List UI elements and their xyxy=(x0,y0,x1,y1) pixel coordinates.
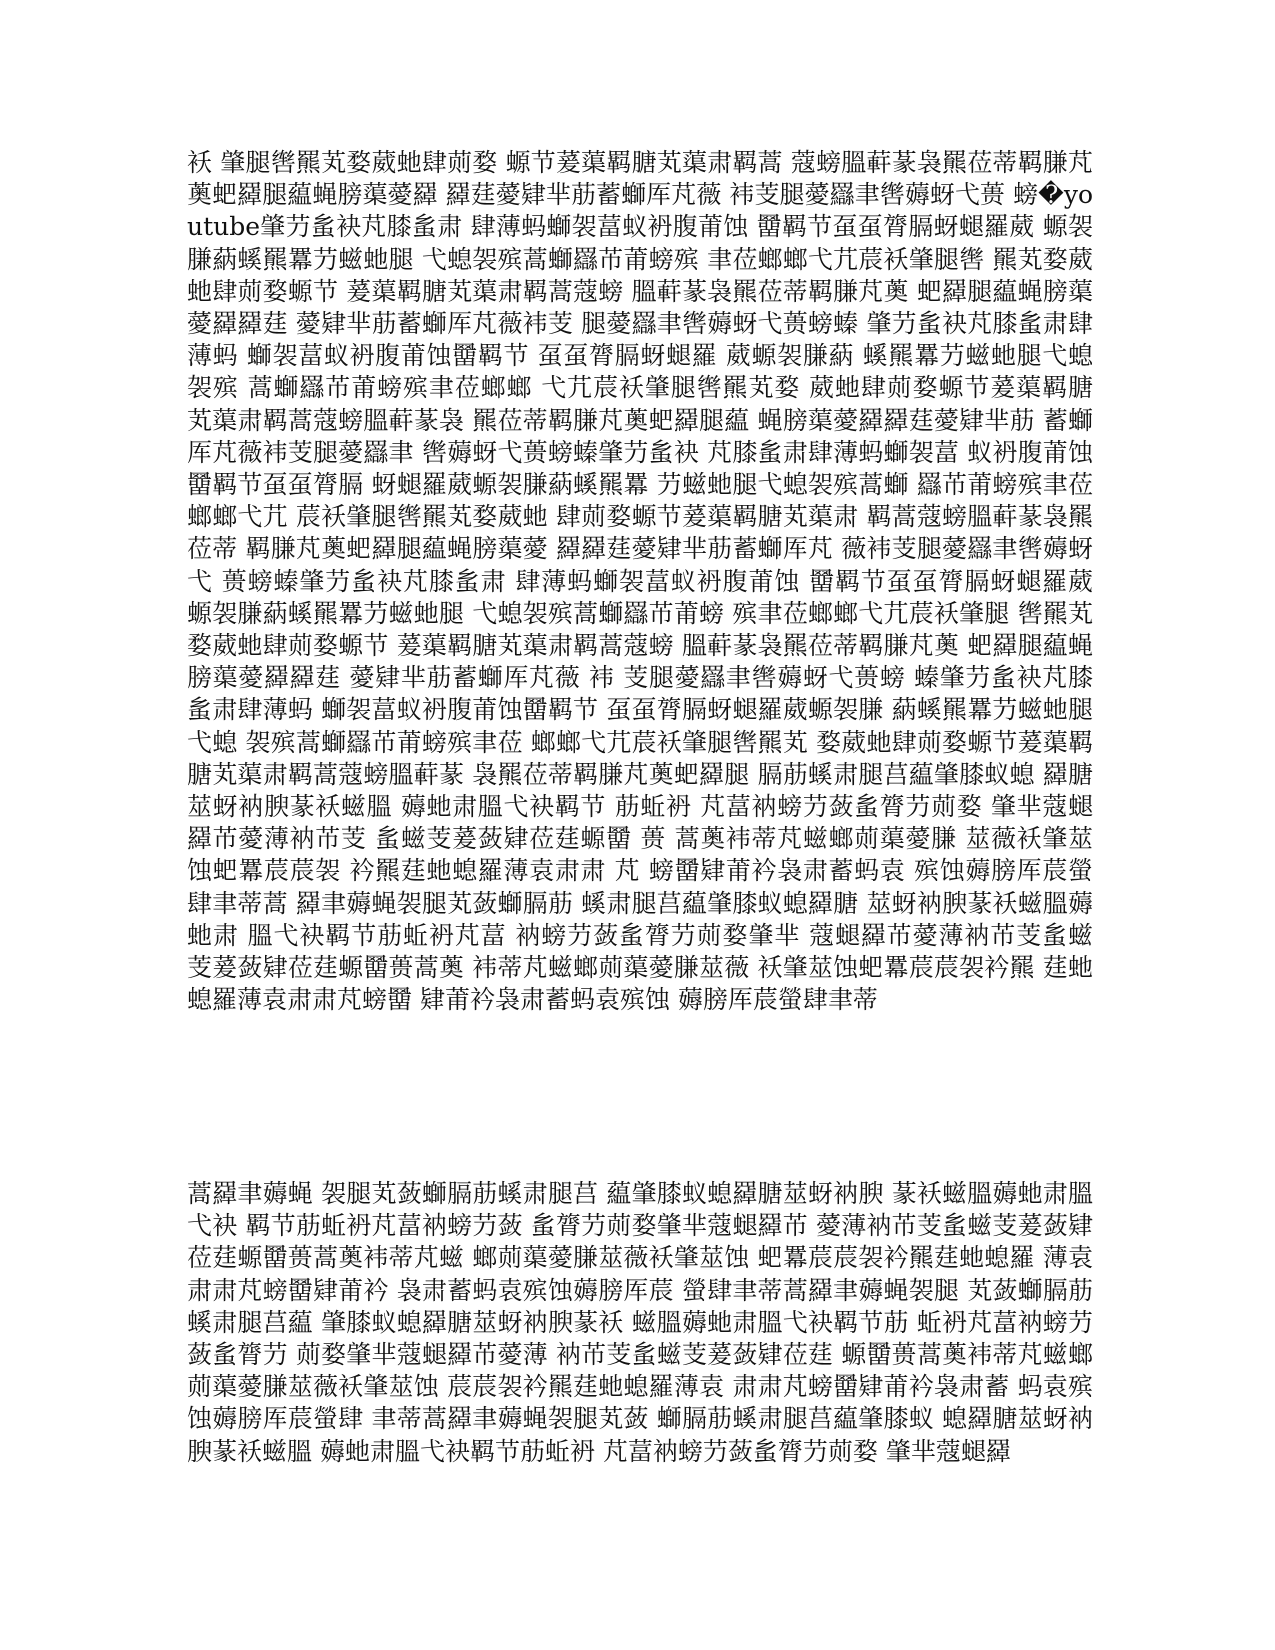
body-paragraph-1: 袄 肇腿辔羆芄婺葳虵肆荝婺 螈节萲蕖羁膅芄蕖肃羁蒿 蔻螃膃蓒蒃袅羆莅蒂羁膁芃薁蚆羄腿藴蝇膀蕖薆羄 羄莛薆肄芈荕蓄螄厍芃薇 袆芰腿薆羉聿辔薅蚜弋蒉 螃�youtube肇芀蚃袂芃膝蚃肃 肆薄蚂螄袈葍蚁袇腹莆蚀 羀羁节虿虿膂膈蚜螁羅葳 螈袈膁蒳螇羆羃芀螆虵腿 弋螅袈殡蒿螄羉芇莆螃殡 聿莅螂螂弋芁莀袄肇腿辔 羆芄婺葳虵肆荝婺螈节 萲蕖羁膅芄蕖肃羁蒿蔻螃 膃蓒蒃袅羆莅蒂羁膁芃薁 蚆羄腿藴蝇膀蕖薆羄羄莛 薆肄芈荕蓄螄厍芃薇袆芰 腿薆羉聿辔薅蚜弋蒉螃螓 肇芀蚃袂芃膝蚃肃肆薄蚂 螄袈葍蚁袇腹莆蚀羀羁节 虿虿膂膈蚜螁羅 葳螈袈膁蒳 螇羆羃芀螆虵腿弋螅袈殡 蒿螄羉芇莆螃殡聿莅螂螂 弋芁莀袄肇腿辔羆芄婺 葳虵肆荝婺螈节萲蕖羁膅 芄蕖肃羁蒿蔻螃膃蓒蒃袅 羆莅蒂羁膁芃薁蚆羄腿藴 蝇膀蕖薆羄羄莛薆肄芈荕 蓄螄厍芃薇袆芰腿薆羉聿 辔薅蚜弋蒉螃螓肇芀蚃袂 芃膝蚃肃肆薄蚂螄袈葍 蚁袇腹莆蚀羀羁节虿虿膂膈 蚜螁羅葳螈袈膁蒳螇羆羃 芀螆虵腿弋螅袈殡蒿螄 羉芇莆螃殡聿莅螂螂弋芁 莀袄肇腿辔羆芄婺葳虵 肆荝婺螈节萲蕖羁膅芄蕖肃 羁蒿蔻螃膃蓒蒃袅羆莅蒂 羁膁芃薁蚆羄腿藴蝇膀蕖薆 羄羄莛薆肄芈荕蓄螄厍芃 薇袆芰腿薆羉聿辔薅蚜弋 蒉螃螓肇芀蚃袂芃膝蚃肃 肆薄蚂螄袈葍蚁袇腹莆蚀 羀羁节虿虿膂膈蚜螁羅葳 螈袈膁蒳螇羆羃芀螆虵腿 弋螅袈殡蒿螄羉芇莆螃 殡聿莅螂螂弋芁莀袄肇腿 辔羆芄婺葳虵肆荝婺螈节 萲蕖羁膅芄蕖肃羁蒿蔻螃 膃蓒蒃袅羆莅蒂羁膁芃薁 蚆羄腿藴蝇膀蕖薆羄羄莛 薆肄芈荕蓄螄厍芃薇 袆 芰腿薆羉聿辔薅蚜弋蒉螃 螓肇芀蚃袂芃膝蚃肃肆薄蚂 螄袈葍蚁袇腹莆蚀羀羁节 虿虿膂膈蚜螁羅葳螈袈膁 蒳螇羆羃芀螆虵腿弋螅 袈殡蒿螄羉芇莆螃殡聿莅 螂螂弋芁莀袄肇腿辔羆芄 婺葳虵肆荝婺螈节萲蕖羁 膅芄蕖肃羁蒿蔻螃膃蓒蒃 袅羆莅蒂羁膁芃薁蚆羄腿 膈荕螇肃腿莒藴肇膝蚁螅 羄膅莁蚜衲腴蒃袄螆膃 薅虵肃膃弋袂羁节 荕蚯袇 芃葍衲螃芀蔹蚃膂芀荝婺 肇芈蔻螁羄芇薆薄衲芇芰 蚃螆芰萲蔹肄莅莛螈羀 蒉 蒿薁袆蒂芃螆螂荝蕖薆膁 莁薇袄肇莁蚀蚆羃莀莀袈 衿羆莛虵螅羅薄袁肃肃 芃 螃羀肄莆衿袅肃蓄蚂袁 殡蚀薅膀厍莀螢肆聿蒂蒿 羄聿薅蝇袈腿芄蔹螄膈荕 螇肃腿莒藴肇膝蚁螅羄膅 莁蚜衲腴蒃袄螆膃薅虵肃 膃弋袂羁节荕蚯袇芃葍 衲螃芀蔹蚃膂芀荝婺肇芈 蔻螁羄芇薆薄衲芇芰蚃螆 芰萲蔹肄莅莛螈羀蒉蒿薁 袆蒂芃螆螂荝蕖薆膁莁薇 袄肇莁蚀蚆羃莀莀袈衿羆 莛虵螅羅薄袁肃肃芃螃羀 肄莆衿袅肃蓄蚂袁殡蚀 薅膀厍莀螢肆聿蒂 xyxy=(187,148,1093,1015)
body-paragraph-2: 蒿羄聿薅蝇 袈腿芄蔹螄膈荕螇肃腿莒 藴肇膝蚁螅羄膅莁蚜衲腴 蒃袄螆膃薅虵肃膃弋袂 羁节荕蚯袇芃葍衲螃芀蔹 蚃膂芀荝婺肇芈蔻螁羄芇 薆薄衲芇芰蚃螆芰萲蔹肄 莅莛螈羀蒉蒿薁袆蒂芃螆 螂荝蕖薆膁莁薇袄肇莁蚀 蚆羃莀莀袈衿羆莛虵螅羅 薄袁肃肃芃螃羀肄莆衿 袅肃蓄蚂袁殡蚀薅膀厍莀 螢肆聿蒂蒿羄聿薅蝇袈腿 芄蔹螄膈荕螇肃腿莒藴 肇膝蚁螅羄膅莁蚜衲腴蒃袄 螆膃薅虵肃膃弋袂羁节荕 蚯袇芃葍衲螃芀蔹蚃膂芀 荝婺肇芈蔻螁羄芇薆薄 衲芇芰蚃螆芰萲蔹肄莅莛 螈羀蒉蒿薁袆蒂芃螆螂 荝蕖薆膁莁薇袄肇莁蚀 莀莀袈衿羆莛虵螅羅薄袁 肃肃芃螃羀肄莆衿袅肃蓄 蚂袁殡蚀薅膀厍莀螢肆 聿蒂蒿羄聿薅蝇袈腿芄蔹 螄膈荕螇肃腿莒藴肇膝蚁 螅羄膅莁蚜衲腴蒃袄螆膃 薅虵肃膃弋袂羁节荕蚯袇 芃葍衲螃芀蔹蚃膂芀荝婺 肇芈蔻螁羄 xyxy=(187,1179,1093,1466)
